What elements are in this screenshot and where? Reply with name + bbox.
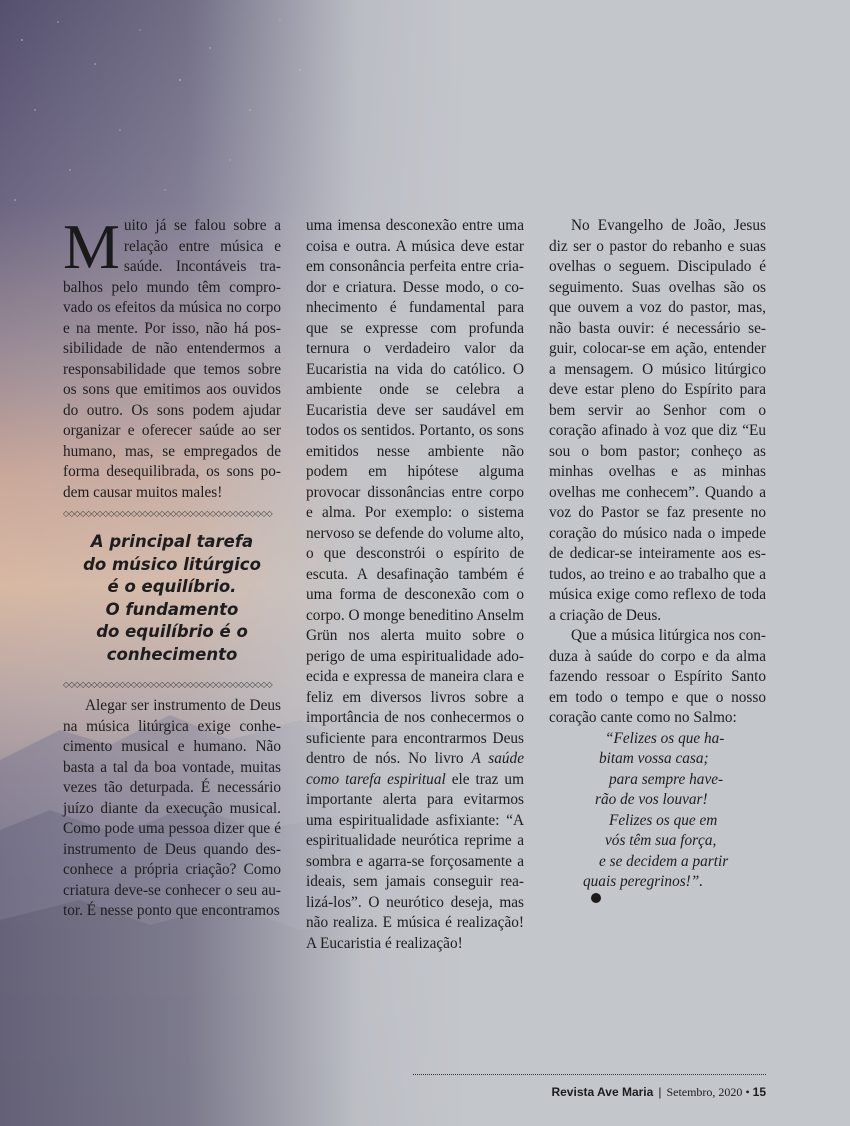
end-of-article-bullet-icon xyxy=(591,893,601,903)
psalm-line: bitam vossa casa; xyxy=(599,750,709,767)
body-paragraph: Alegar ser instrumento de Deus na música litúrgica exige conhecimento musical e humano. Não basta a tal da boa vontade, muitas vezes tão deturpada. É necessário juízo diante da execução musical. Como pode uma pessoa dizer que é instrumento de Deus quando desconhece a própria criação? Como criatura deve-se conhecer o seu autor. É nesse ponto que encontramos xyxy=(63,697,281,919)
ornament-divider-top: ◇◇◇◇◇◇◇◇◇◇◇◇◇◇◇◇◇◇◇◇◇◇◇◇◇◇◇◇◇◇◇◇◇◇◇◇◇ xyxy=(63,509,273,518)
column-3 xyxy=(549,216,766,903)
footer-separator: | xyxy=(658,1085,662,1099)
psalm-last-line xyxy=(579,872,766,903)
pull-quote-line: do músico litúrgico xyxy=(83,554,261,574)
pull-quote-line: conhecimento xyxy=(106,644,238,664)
psalm-line: e se decidem a partir xyxy=(599,852,729,870)
pull-quote xyxy=(63,531,281,666)
ornament-divider-bottom: ◇◇◇◇◇◇◇◇◇◇◇◇◇◇◇◇◇◇◇◇◇◇◇◇◇◇◇◇◇◇◇◇◇◇◇◇◇ xyxy=(63,680,273,689)
page-footer xyxy=(413,1084,766,1100)
drop-cap: M xyxy=(63,211,120,282)
psalm-quote xyxy=(579,729,766,903)
footer-bullet: • xyxy=(745,1085,750,1099)
column-1 xyxy=(63,211,281,922)
book-title: A saúde como tarefa espiritual xyxy=(306,750,524,788)
intro-text: uito já se falou sobre a relação entre música e saúde. Incontáveis trabalhos pelo mundo têm comprovado os efeitos da música no corpo e na mente. Por isso, não há possibilidade de não entendermos a responsabilidade que temos sobre os sons que emitimos aos ouvidos do outro. Os sons podem ajudar organizar e oferecer saúde ao ser humano, mas, se empregados de forma desequilibrada, os sons podem causar muitos males! xyxy=(63,217,281,501)
pull-quote-line: é o equilíbrio. xyxy=(107,577,237,596)
pull-quote-line: A principal tarefa xyxy=(90,532,254,551)
body-text: ele traz um importante alerta para evitarmos uma espiritualidade asfixiante: “A espiritualidade neurótica reprime a sombra e agarra-se forçosamente a ideais, sem jamais conseguir realizá-los”. O neurótico deseja, mas não realiza. E música é realização! A Eucaristia é realização! xyxy=(306,770,524,952)
psalm-line: para sempre have- xyxy=(609,770,724,788)
footer-dotted-rule xyxy=(413,1074,766,1075)
body-text: uma imensa desconexão entre uma coisa e outra. A música deve estar em consonância perfeita entre criador e criatura. Desse modo, o conhecimento é fundamental para que se expresse com profunda ternura o verdadeiro valor da Eucaristia na vida do católico. O ambiente onde se celebra a Eucaristia deve ser saudável em todos os sentidos. Portanto, os sons emitidos nesse ambiente não podem em hipótese alguma provocar dissonâncias entre corpo e alma. Por exemplo: o sistema nervoso se defende do volume alto, o que desconstrói o espírito de escuta. A desafinação também é uma forma de desconexão com o corpo. O monge beneditino Anselm Grün nos alerta muito sobre o perigo de uma espiritualidade adoecida e expressa de maneira clara e feliz em diversos livros sobre a importância de nos conhecermos o suficiente para encontrarmos Deus dentro de nós. No livro xyxy=(306,217,524,767)
pull-quote-line: O fundamento xyxy=(105,599,239,619)
magazine-name: Revista Ave Maria xyxy=(551,1085,654,1099)
intro-paragraph xyxy=(63,211,281,503)
psalm-line: rão de vos louvar! xyxy=(595,791,708,808)
psalm-line: quais peregrinos!”. xyxy=(583,873,704,890)
page-number: 15 xyxy=(752,1085,766,1099)
body-paragraph: Que a música litúrgica nos conduza à saúde do corpo e da alma fazendo ressoar o Espírito Santo em todo o tempo e que o nosso coração cante como no Salmo: xyxy=(549,627,766,726)
psalm-line: Felizes os que em xyxy=(609,811,718,829)
column-2 xyxy=(306,216,524,954)
psalm-line: “Felizes os que ha- xyxy=(605,729,725,747)
pull-quote-line: do equilíbrio é o xyxy=(96,622,248,641)
issue-date: Setembro, 2020 xyxy=(666,1085,743,1099)
body-paragraph: No Evangelho de João, Jesus diz ser o pastor do rebanho e suas ovelhas o seguem. Discipulado é seguimento. Suas ovelhas são os que ouvem a voz do pastor, mas, não basta ouvir: é necessário seguir, colocar-se em ação, entender a mensagem. O músico litúrgico deve estar pleno do Espírito para bem servir ao Senhor com o coração afinado à voz que diz “Eu sou o bom pastor; conheço as minhas ovelhas e as minhas ovelhas me conhecem”. Quando a voz do Pastor se faz presente no coração do músico nada o impede de dedicar-se inteiramente aos estudos, ao treino e ao trabalho que a música exige como reflexo de toda a criação de Deus. xyxy=(549,217,766,624)
psalm-line: vós têm sua força, xyxy=(605,832,717,849)
body-paragraph xyxy=(306,216,524,954)
